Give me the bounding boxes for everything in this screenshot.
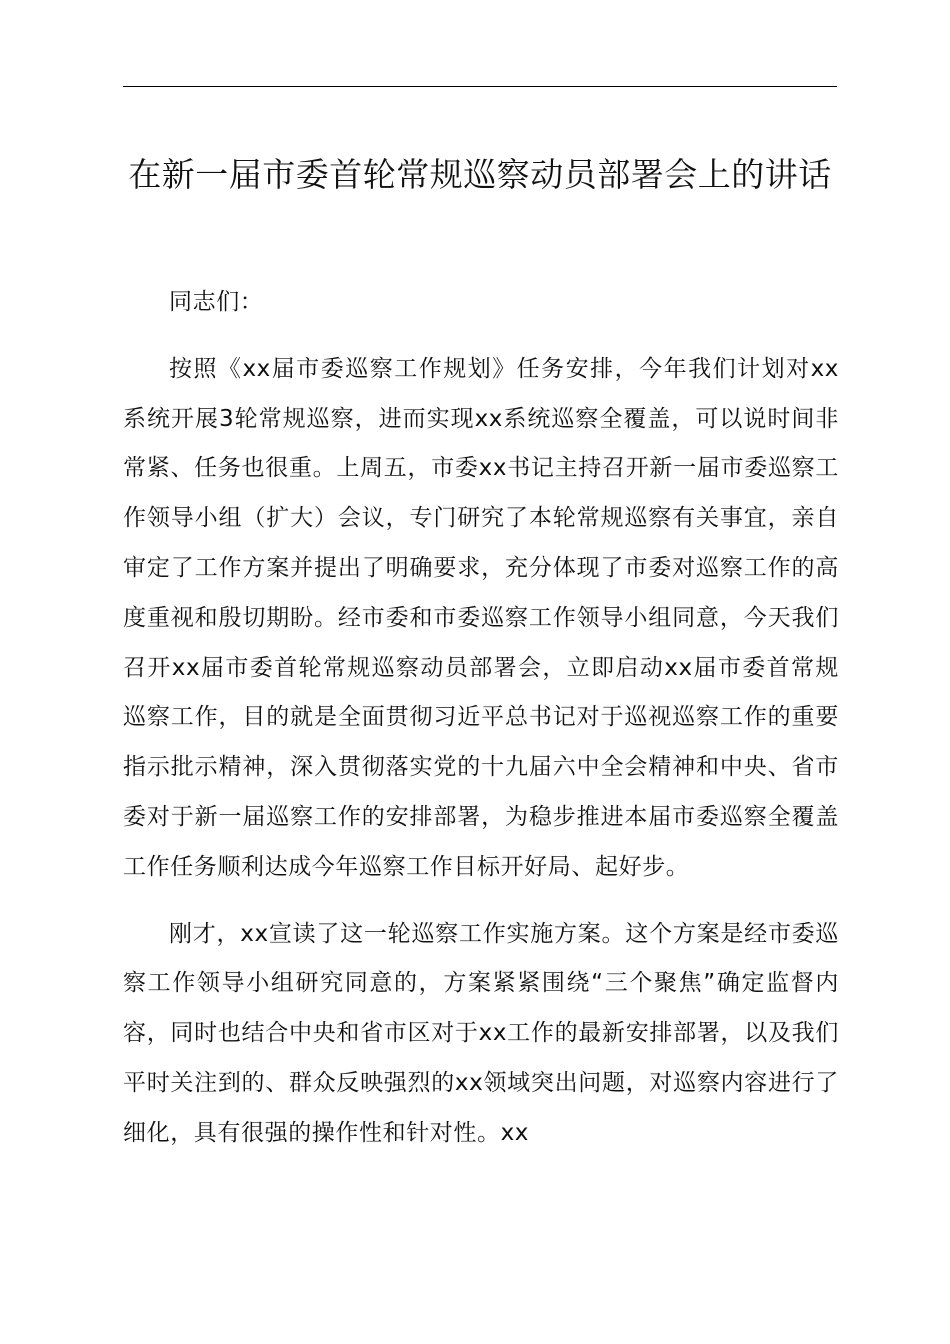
greeting: 同志们：: [169, 289, 264, 315]
paragraph-1: 按照《xx届市委巡察工作规划》任务安排，今年我们计划对xx系统开展3轮常规巡察，进而实现xx系统巡察全覆盖，可以说时间非常紧、任务也很重。上周五，市委xx书记主持召开新一届市委巡察工作领导小组（扩大）会议，专门研究了本轮常规巡察有关事宜，亲自审定了工作方案并提出了明确要求，充分体现了市委对巡察工作的高度重视和殷切期盼。经市委和市委巡察工作领导小组同意，今天我们召开xx届市委首轮常规巡察动员部署会，立即启动xx届市委首常规巡察工作，目的就是全面贯彻习近平总书记对于巡视巡察工作的重要指示批示精神，深入贯彻落实党的十九届六中全会精神和中央、省市委对于新一届巡察工作的安排部署，为稳步推进本届市委巡察全覆盖工作任务顺利达成今年巡察工作目标开好局、起好步。: [123, 355, 839, 880]
paragraph-2: 刚才，xx宣读了这一轮巡察工作实施方案。这个方案是经市委巡察工作领导小组研究同意的，方案紧紧围绕“三个聚焦”确定监督内容，同时也结合中央和省市区对于xx工作的最新安排部署，以及我们平时关注到的、群众反映强烈的xx领域突出问题，对巡察内容进行了细化，具有很强的操作性和针对性。xx: [123, 920, 839, 1146]
document-title: 在新一届市委首轮常规巡察动员部署会上的讲话: [128, 155, 832, 194]
document-body: [123, 278, 839, 1176]
header-rule: [123, 86, 837, 87]
